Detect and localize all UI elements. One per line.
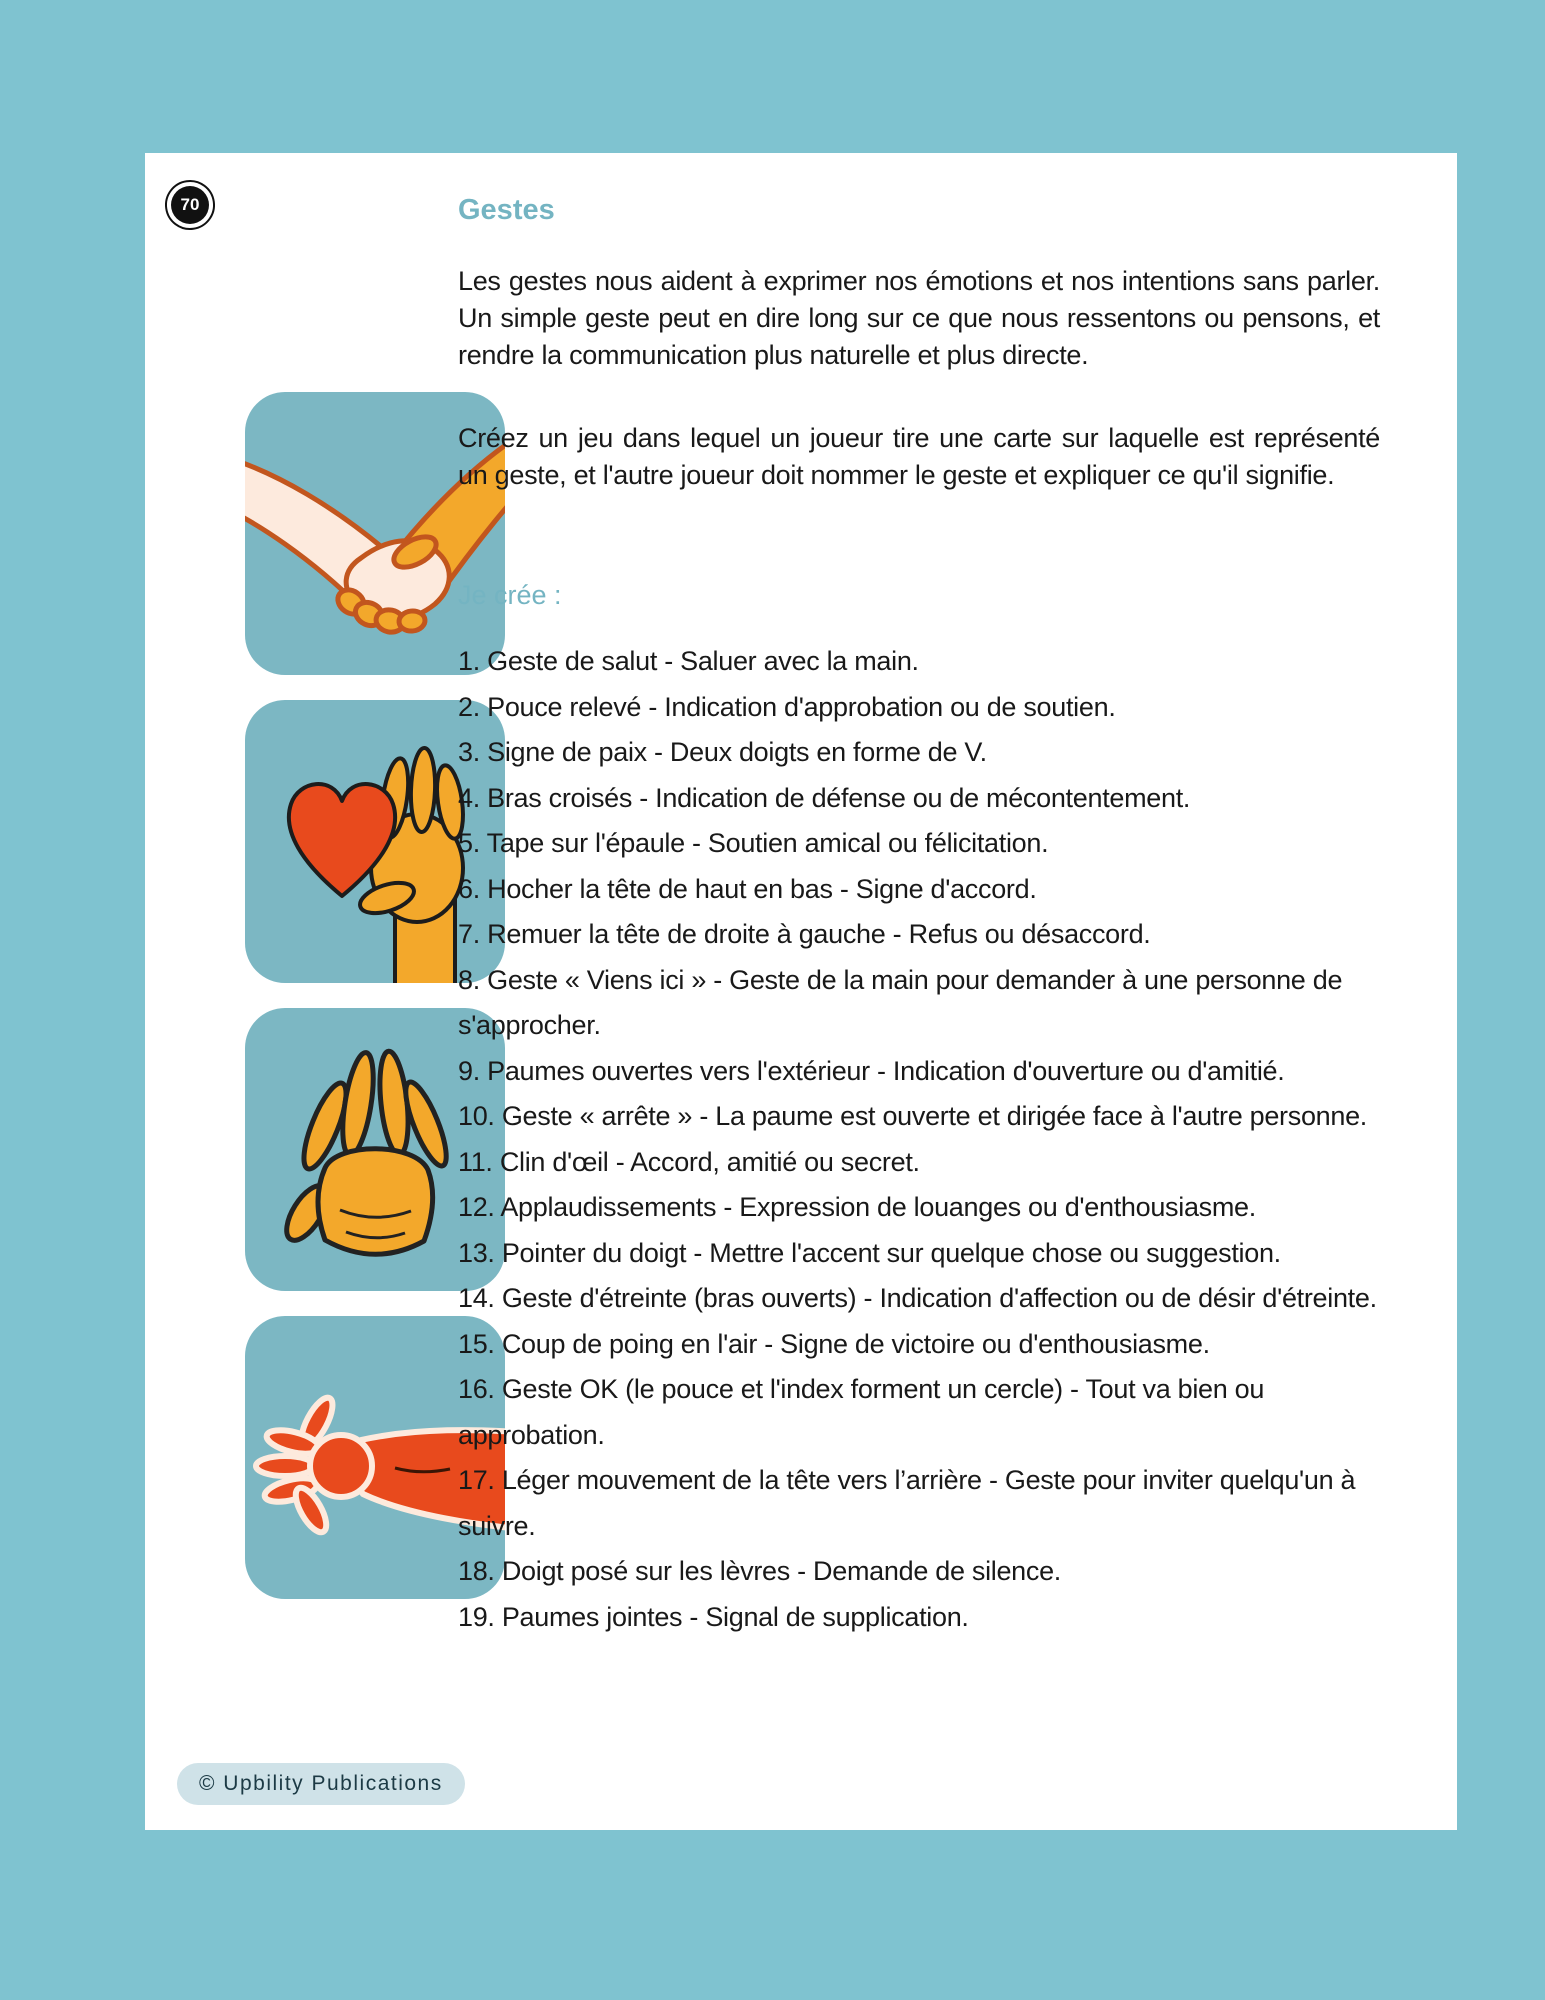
publisher-badge <box>177 1763 465 1805</box>
gesture-list-item: 2. Pouce relevé - Indication d'approbation ou de soutien. <box>458 691 1116 722</box>
gesture-list-item: 6. Hocher la tête de haut en bas - Signe d'accord. <box>458 873 1037 904</box>
gesture-list-item: 3. Signe de paix - Deux doigts en forme de V. <box>458 737 987 767</box>
gesture-list-item: 4. Bras croisés - Indication de défense ou de mécontentement. <box>458 782 1191 813</box>
gesture-list-item: 11. Clin d'œil - Accord, amitié ou secret. <box>458 1146 920 1177</box>
text-column <box>458 153 1380 1640</box>
gesture-list-item: 12. Applaudissements - Expression de louanges ou d'enthousiasme. <box>458 1192 1256 1222</box>
intro-paragraph-2: Créez un jeu dans lequel un joueur tire une carte sur laquelle est représenté un geste, et l'autre joueur doit nommer le geste et expliquer ce qu'il signifie. <box>458 423 1380 490</box>
gesture-list-item: 1. Geste de salut - Saluer avec la main. <box>458 646 919 676</box>
worksheet-page <box>145 153 1457 1830</box>
gesture-list-item: 19. Paumes jointes - Signal de supplication. <box>458 1601 969 1632</box>
intro-paragraph-1: Les gestes nous aident à exprimer nos émotions et nos intentions sans parler. Un simple geste peut en dire long sur ce que nous ressentons ou pensons, et rendre la communication plus naturelle et plus directe. <box>458 266 1380 370</box>
gesture-list-item: 15. Coup de poing en l'air - Signe de victoire ou d'enthousiasme. <box>458 1328 1210 1359</box>
gesture-list-item: 7. Remuer la tête de droite à gauche - Refus ou désaccord. <box>458 919 1151 949</box>
gesture-list-item: 10. Geste « arrête » - La paume est ouverte et dirigée face à l'autre personne. <box>458 1101 1368 1131</box>
gesture-list-item: 16. Geste OK (le pouce et l'index forment un cercle) - Tout va bien ou approbation. <box>458 1374 1265 1450</box>
gesture-list-item: 9. Paumes ouvertes vers l'extérieur - Indication d'ouverture ou d'amitié. <box>458 1055 1285 1086</box>
gesture-list-item: 18. Doigt posé sur les lèvres - Demande de silence. <box>458 1556 1062 1586</box>
gesture-list-item: 5. Tape sur l'épaule - Soutien amical ou félicitation. <box>458 828 1049 858</box>
publisher-badge-label: © Upbility Publications <box>199 1772 443 1795</box>
page-title: Gestes <box>458 194 555 226</box>
gesture-list-item: 13. Pointer du doigt - Mettre l'accent sur quelque chose ou suggestion. <box>458 1237 1281 1268</box>
gesture-list-item: 8. Geste « Viens ici » - Geste de la main pour demander à une personne de s'approcher. <box>458 964 1343 1040</box>
gesture-list-item: 17. Léger mouvement de la tête vers l’arrière - Geste pour inviter quelqu'un à suivre. <box>458 1465 1356 1541</box>
page-number: 70 <box>180 195 200 214</box>
page-number-badge <box>162 177 218 233</box>
page-number-circle <box>171 186 209 224</box>
gesture-list-item: 14. Geste d'étreinte (bras ouverts) - Indication d'affection ou de désir d'étreinte. <box>458 1283 1377 1313</box>
gesture-list <box>458 639 1380 1640</box>
section-heading: Je crée : <box>458 580 562 610</box>
